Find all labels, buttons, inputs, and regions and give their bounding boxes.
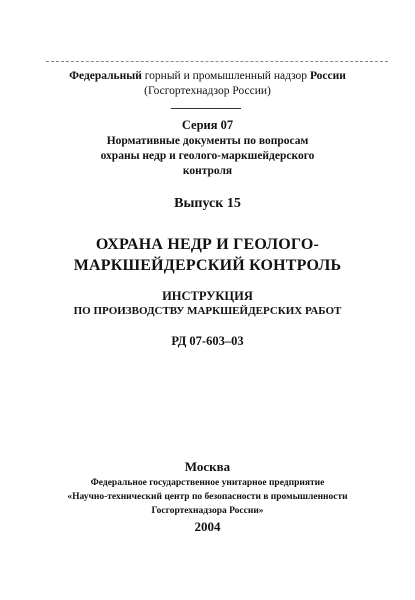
- issue-label: Выпуск 15: [174, 196, 241, 211]
- main-title-line-1: ОХРАНА НЕДР И ГЕОЛОГО-: [95, 236, 320, 253]
- top-divider: [46, 61, 388, 62]
- series-line-2: охраны недр и геолого-маркшейдерского: [100, 150, 315, 162]
- agency-name-end: России: [309, 70, 346, 82]
- publisher-city: Москва: [184, 459, 231, 474]
- agency-name: [0, 69, 415, 84]
- publisher-line-2: «Научно-технический центр по безопасности в промышленности: [67, 492, 348, 502]
- series-line-1: Нормативные документы по вопросам: [106, 135, 309, 147]
- publication-year: 2004: [194, 519, 221, 534]
- short-divider: [171, 108, 241, 109]
- agency-name-middle: горный и промышленный надзор: [144, 70, 308, 82]
- instruction-subheading: ПО ПРОИЗВОДСТВУ МАРКШЕЙДЕРСКИХ РАБОТ: [73, 305, 342, 317]
- publisher-block: [0, 458, 415, 536]
- instruction-block: [0, 289, 415, 319]
- main-title-line-2: МАРКШЕЙДЕРСКИЙ КОНТРОЛЬ: [73, 257, 342, 274]
- series-line-3: контроля: [182, 165, 233, 177]
- instruction-heading: ИНСТРУКЦИЯ: [162, 289, 253, 303]
- main-title: [0, 234, 415, 276]
- series-number: Серия 07: [181, 118, 234, 132]
- agency-name-start: Федеральный: [69, 70, 142, 82]
- publisher-line-1: Федеральное государственное унитарное предприятие: [90, 478, 325, 488]
- agency-block: [0, 69, 415, 99]
- agency-short-name: (Госгортехнадзор России): [144, 85, 271, 97]
- publisher-line-3: Госгортехнадзора России»: [151, 506, 264, 516]
- series-block: [0, 118, 415, 179]
- document-code: РД 07-603–03: [171, 334, 244, 348]
- document-code-block: [0, 333, 415, 349]
- issue-block: [0, 195, 415, 213]
